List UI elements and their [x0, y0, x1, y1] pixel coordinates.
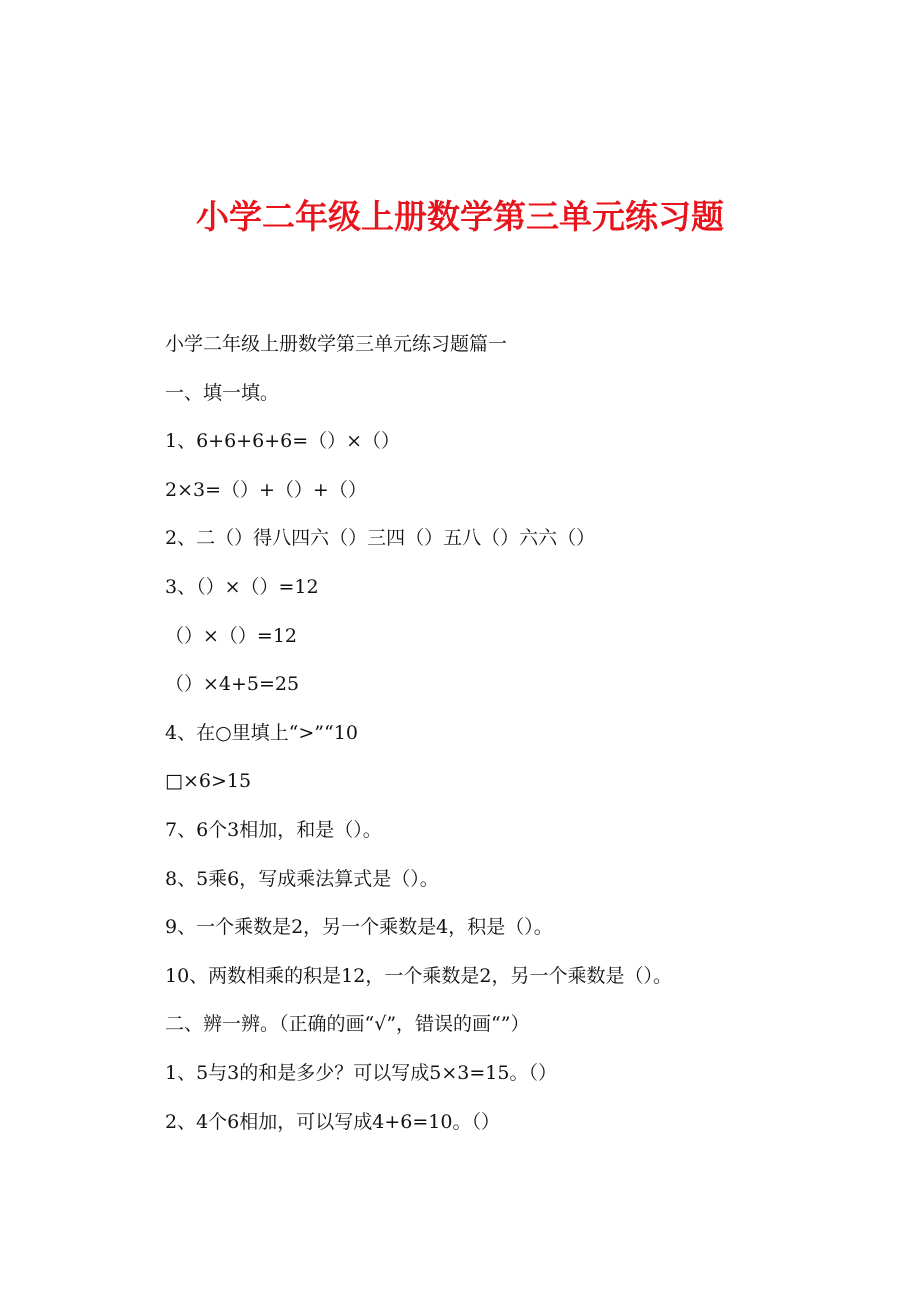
- document-body: [165, 327, 865, 1153]
- question-line: 2×3=（）+（）+（）: [165, 478, 367, 501]
- question-line: 8、5乘6，写成乘法算式是（）。: [165, 867, 439, 890]
- question-line: 7、6个3相加，和是（）。: [165, 818, 382, 841]
- question-line: （）×（）=12: [165, 624, 298, 647]
- question-line: 9、一个乘数是2，另一个乘数是4，积是（）。: [165, 916, 553, 939]
- question-line: 4、在○里填上“>”“10: [165, 721, 358, 744]
- question-line: 3、（）×（）=12: [165, 575, 319, 598]
- question-line: 2、二（）得八四六（）三四（）五八（）六六（）: [165, 527, 596, 550]
- question-line: （）×4+5=25: [165, 673, 300, 696]
- question-line: 1、5与3的和是多少？可以写成5×3=15。（）: [165, 1061, 557, 1084]
- part-heading-judge: 二、辨一辨。（正确的画“√”，错误的画“”）: [165, 1013, 530, 1036]
- question-line: 2、4个6相加，可以写成4+6=10。（）: [165, 1110, 500, 1133]
- question-line: 10、两数相乘的积是12，一个乘数是2，另一个乘数是（）。: [165, 964, 672, 987]
- part-heading-fill: 一、填一填。: [165, 381, 280, 404]
- section-heading: 小学二年级上册数学第三单元练习题篇一: [165, 333, 508, 355]
- question-line: 1、6+6+6+6=（）×（）: [165, 430, 401, 453]
- document-title: 小学二年级上册数学第三单元练习题: [196, 197, 724, 236]
- question-line: □×6>15: [165, 770, 252, 793]
